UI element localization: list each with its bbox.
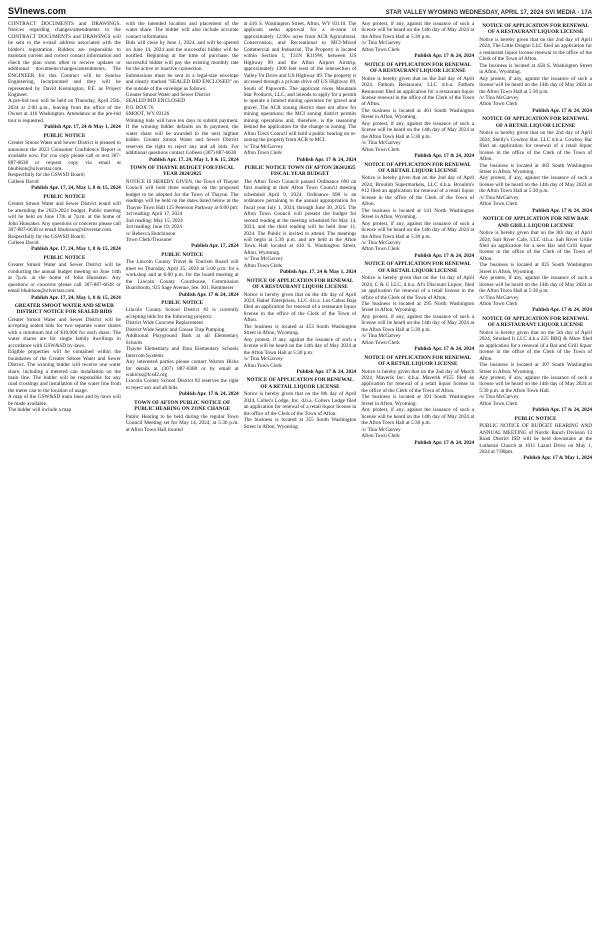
legal-notice [361, 355, 474, 446]
legal-notice [244, 377, 357, 430]
publish-dates: Publish Apr. 17 & 24, 2024 [532, 107, 592, 114]
notice-heading: NOTICE OF APPLICATION FOR RENEWAL OF A RETAIL LIQUOR LICENSE [364, 261, 472, 274]
notice-paragraph: Any protest, if any, against the issuance of such a license will be heard on the 14th day of May 2024 at the Afton Town Hall at 5:30 p.m. [479, 275, 592, 295]
notice-paragraph: PUBLIC NOTICE OF BUDGET HEARING AND ANNUAL MEETING of Nordic Ranch Division 13 Road District ISD will be held downstairs at the Lutheran Church at 1011 Lazari Drive on May 1, 2024 at 7:00pm. [479, 423, 592, 455]
notice-paragraph: Any protest, if any, against the issuance of such a license will be heard on the 14th day of May 2024 at the Afton Town Hall at 5:30 p.m. [361, 21, 475, 40]
notice-paragraph: Afton Town Clerk [479, 101, 518, 108]
notice-paragraph: /s/ Tina McGarvey [361, 333, 401, 340]
publish-dates: Publish Apr. 17 & 24, 2024 [532, 207, 592, 214]
notice-heading: TOWN OF THAYNE BUDGET FOR FISCAL YEAR 2024/2025 [129, 164, 235, 178]
notice-paragraph: Afton Town Clerk [361, 339, 400, 346]
notice-heading: PUBLIC NOTICE [161, 251, 204, 258]
notice-heading: NOTICE OF APPLICATION FOR RENEWAL OF A RETAIL LIQUOR LICENSE [246, 377, 354, 390]
notice-paragraph: Afton Town Clerk [243, 150, 282, 157]
notice-heading: TOWN OF AFTON PUBLIC NOTICE OF PUBLIC HEARING ON ZONE CHANGE [134, 399, 231, 413]
notice-heading: PUBLIC NOTICE [43, 193, 86, 200]
notice-paragraph: Any protest, if any, against the issuance of such a license will be heard on the 14th day of May 2024 at the Afton Town Hall at 5:30 p.m. [361, 313, 475, 333]
notice-paragraph: SMOOT, WY 83126 [125, 111, 170, 118]
legal-notice [479, 416, 592, 462]
masthead [8, 4, 592, 18]
notice-paragraph: Eligible properties will be contained within the boundaries of the Greater Smoot Water and Sewer District. The winning bidder will receive one water share, including a metered can installation on the main line. The bidder will be responsible for any road crossings and installation of the water line from the meter can to the location of usage. [8, 349, 121, 394]
publish-dates: Publish Apr. 17 & 24, 2024 [532, 307, 592, 314]
notice-paragraph: Thayne Elementary and Etna Elementary Schools Intercom Systems [125, 346, 239, 359]
column-2 [126, 21, 239, 926]
notice-paragraph: The business is located at 141 North Washington Street in Afton, Wyoming. [361, 207, 475, 221]
publish-dates: Publish Apr. 17 & 24, 2024 [532, 407, 592, 414]
notice-paragraph: A pre-bid tour will be held on Thursday, April 25th, 2024 at 2:00 p.m., leaving from the office of the Owner at 416 Washington. Attendance at the pre-bid tour is requested. [8, 98, 121, 124]
legal-notice [361, 21, 474, 60]
notice-paragraph: Any protest, if any, against the issuance of such a license will be heard on the 14th day of May 2024 at the Afton Town Hall at 5:30 p.m. [479, 75, 592, 95]
notice-paragraph: The business is located at 825 South Washington Street in Afton, Wyoming. [479, 262, 592, 275]
notice-paragraph: The business is located at 458 S. Washington Street in Afton, Wyoming. [479, 62, 592, 76]
notice-paragraph: Afton Town Clerk [361, 246, 400, 253]
notice-paragraph: Notice is hereby given that on the 2nd day of April 2024, Broulim Supermarkets, LLC d.b.a. Broulim's #12 filed an application for renewal of a retail liquor license in the office of the Clerk of the Town of Afton. [361, 175, 475, 208]
notice-paragraph: Respectfully for the GSWSD Board; [8, 172, 85, 179]
notice-paragraph: Notice is hereby given that on the 9th day of April 2024, Colter's Lodge, Inc. d.b.a. Colters Lodge filed an application for renewal of a retail liquor license in the office of the Clerk of the Town of Afton. [243, 391, 357, 417]
notice-heading: NOTICE OF APPLICATION FOR RENEWAL OF A RETAIL LIQUOR LICENSE [364, 161, 472, 174]
notice-heading: NOTICE OF APPLICATION FOR RENEWAL OF A RESTAURANT LIQUOR LICENSE [364, 61, 472, 75]
notice-paragraph: Any interested parties please contact Warren Hicks for details at (307) 887-0380 or by email at wahicks@lcsd2.org [125, 359, 239, 379]
notice-paragraph: Afton Town Clerk [361, 433, 400, 440]
publish-dates: Publish Apr. 17, 24, May 1, 8 & 15, 2024 [31, 185, 121, 192]
legal-notices-columns [8, 21, 592, 926]
notice-paragraph: /s/ Tina McGarvey [243, 143, 283, 150]
notice-paragraph: Afton Town Clerk [479, 400, 518, 407]
notice-paragraph: Colleen David [8, 239, 39, 246]
notice-paragraph: Afton Town Clerk [243, 362, 282, 369]
notice-paragraph: Any protest, if any, against the issuance of such a license will be heard on the 14th day of May 2024 at 5:30 p.m. at the Afton Town Hall. [479, 375, 592, 394]
notice-paragraph: Notice is hereby given that on the 8th day of April 2024, Salt River Cafe, LLC d.b.a. Salt River Grille filed an application for a new Bar and Grill liquor license in the office of the Clerk of the Town of Afton. [479, 230, 592, 262]
publish-dates: Publish Apr. 17, 24, May 1, 8 & 15, 2024 [31, 294, 121, 301]
notice-paragraph: The business is located at 453 South Washington Street in Afton, Wyoming. [243, 323, 357, 337]
legal-notice [479, 23, 592, 114]
notice-paragraph: Afton Town Clerk [361, 46, 400, 53]
publish-dates: Publish Apr. 17, 24, May 1, 8 & 15, 2024 [31, 246, 121, 253]
legal-notice [244, 278, 357, 376]
notice-paragraph: /s/ Tina McGarvey [361, 40, 401, 47]
column-3 [244, 21, 357, 926]
notice-heading: NOTICE OF APPLICATION FOR NEW BAR AND GRILL LIQUOR LICENSE [483, 216, 589, 229]
notice-paragraph: /s/ Tina McGarvey [479, 394, 519, 401]
notice-paragraph: with the intended location and placement of the water share. The bidder will also include accurate contact information. [125, 21, 239, 40]
publish-dates: Publish Apr. 17 & 24, 2024 [178, 291, 239, 298]
notice-paragraph: Any protest, if any, against the issuance of such a license will be heard on the 14th day of May 2024 at the Afton Town Hall at 5:30 p.m. [361, 120, 475, 140]
notice-paragraph: Notice is hereby given that on the 4th day of April 2024, Hahel Enterprises, LLC d.b.a. Los Cabos Baja filed an application for renewal of a restaurant liquor license in the office of the Clerk of the Town of Afton. [243, 291, 357, 324]
notice-paragraph: The business is located at 391 South Washington Street in Afton, Wyoming. [361, 394, 475, 407]
notice-paragraph: Any protest, if any, against the issuance of such a license will be heard on the 14th day of May 2024 at the Afton Town Hall at 5:30 p.m. [361, 407, 475, 427]
notice-paragraph: The Lincoln County Travel & Tourism Board will meet on Thursday, April 25, 2024 at 5:00 p.m. for a workshop and at 6:00 p.m. for the board meeting at the Lincoln County Courthouse, Commission Boardroom, 925 Sage Avenue, Ste. 301, Kemmerer [125, 259, 239, 292]
publish-dates: Publish Apr. 17, 24 & May 1, 2024 [44, 124, 121, 131]
notice-paragraph: 3rd reading: June 19, 2024 [125, 224, 182, 231]
column-5 [479, 21, 592, 926]
legal-notice [479, 316, 592, 414]
notice-paragraph: Lincoln County School District #2 is currently accepting bids for the following projects: [125, 307, 239, 320]
notice-paragraph: Respectfully for the GSWSD Board; [8, 233, 85, 240]
legal-notice [126, 165, 239, 250]
publish-dates: Publish Apr. 17 & 24, 2024 [414, 53, 475, 60]
notice-paragraph: /s/ Tina McGarvey [479, 194, 519, 201]
legal-notice [126, 21, 239, 163]
notice-heading: NOTICE OF APPLICATION FOR RENEWAL OF A RESTAURANT LIQUOR LICENSE [246, 277, 354, 291]
publish-dates: Publish Apr. 17, 2024 [191, 243, 239, 250]
notice-heading: PUBLIC NOTICE [514, 415, 557, 422]
legal-notice [244, 165, 357, 276]
notice-paragraph: Any protest, if any, against the issuance of such a license will be heard on the 14th day of May 2024 at the Afton Town Hall at 5:30 p.m. [479, 175, 592, 195]
publish-dates: Publish Apr. 17 & 24, 2024 [296, 369, 357, 376]
notice-paragraph: NOTICE IS HEREBY GIVEN, the Town of Thayne Council will hold three readings on the proposed budget to be adopted for the Town of Thayne. The readings will be held on the dates listed below at the Thayne Town Hall 115 Peterson Parkway at 6:00 pm: [125, 178, 239, 211]
notice-paragraph: The business is located at 295 North Washington Street in Afton, Wyoming. [361, 301, 475, 314]
notice-paragraph: The business is located at 461 South Washington Street in Afton, Wyoming. [361, 107, 475, 121]
notice-heading: PUBLIC NOTICE TOWN OF AFTON 2024/2025 FISCAL YEAR BUDGET [244, 164, 356, 178]
notice-paragraph: Submissions must be sent in a legal-size envelope and clearly marked "SEALED BID ENCLOSED" on the outside of the envelope as follows: [125, 72, 239, 92]
publish-dates: Publish Apr. 17 & 24, 2024 [414, 153, 475, 160]
notice-heading: NOTICE OF APPLICATION FOR RENEWAL OF A RETAIL LIQUOR LICENSE [364, 354, 472, 368]
notice-heading: NOTICE OF APPLICATION FOR RENEWAL OF A RESTAURANT LIQUOR LICENSE [482, 315, 589, 329]
notice-paragraph: Any protest, if any, against the issuance of such a license will be heard on the 14th day of May 2024 at the Afton Town Hall at 5:30 p.m. [361, 220, 475, 240]
notice-paragraph: Winning bids will have ten days to submit payment. If the winning bidder defaults on th payment, the water share will be awarded to the next highest bidder. Greater Smoot Water and Sewer District reserves the right to reject any and all bids. For additional questions contact Colleen (307) 887-6638 [125, 117, 239, 157]
notice-paragraph: Greater Smoot Water and Sewer District will be conducting the annual budget meeting on June 14th at 7p.m. at the home of John Hunsaker. Any questions or concerns please call 307-887-6638 or email bhubison@silverstar.com. [8, 262, 121, 295]
notice-paragraph: Afton Town Clerk [243, 262, 282, 269]
notice-paragraph: Colleen David [8, 178, 39, 185]
issue-info: STAR VALLEY WYOMING WEDNESDAY, APRIL 17, 2024 SVI MEDIA - 17A [385, 10, 592, 16]
publish-dates: Publish Apr. 17 & 24, 2024 [414, 252, 475, 259]
notice-paragraph: Greater Smoot Water and Sewer District [125, 91, 211, 98]
notice-heading: NOTICE OF APPLICATION FOR RENEWAL OF A RESTAURANT LIQUOR LICENSE [482, 23, 589, 36]
legal-notice [8, 255, 121, 301]
notice-paragraph: Notice is hereby given that on the 2nd day of April 2024, Fathom Restaurant, LLC d.b.a. Fathom Restaurant filed an application for a restaurant liquor license renewal in the office of the Clerk of the Town of Afton. [361, 75, 475, 108]
notice-paragraph: District Wide Septic and Grease Trap Pumping [125, 326, 225, 333]
notice-paragraph: /s/ Tina McGarvey [479, 94, 519, 101]
publish-dates: Publish Apr. 17 & 24, 2024 [414, 439, 475, 446]
notice-paragraph: CONTRACT DOCUMENTS and DRAWINGS. Notices regarding changes/amendments to the CONTRACT DOCUMENTS and DRAWINGS will be sent to the e-mail address associated with the bidder's registration. Bidders are responsible to maintain current and correct contact information and check the plan room often to receive updates or additional documents/changes/amendments. The ENGINEER for this Contract will be Sunrise Engineering, Incorporated and they will be represented by David Kennington, P.E. as Project Engineer. [8, 21, 121, 98]
notice-paragraph: Greater Smoot Water and Sewer District is pleased to announce the 2023 Consumer Confidence Report is available now. For you copy please call or text 307-887-6638 or request copy via email at bhubison@silverstar.com. [8, 140, 121, 172]
notice-paragraph: Notice is hereby given that on the 2nd day of March 2024, Maverik Inc. d.b.a. Maverik #355 filed an application for renewal of a retail liquor license in the office of the Clerk of the Town of Afton. [361, 368, 475, 394]
notice-paragraph: Town Clerk/Treasurer [125, 236, 173, 243]
publish-dates: Publish Apr. 17 & May 1, 2024 [523, 455, 592, 462]
notice-paragraph: SEALED BID ENCLOSED [125, 98, 186, 105]
legal-notice [126, 252, 239, 298]
legal-notice [479, 216, 592, 314]
notice-paragraph: P.O. BOX 76 [125, 104, 154, 111]
notice-heading: PUBLIC NOTICE [43, 254, 86, 261]
notice-paragraph: Notice is hereby given that on the 5th day of April 2024, Smoked It LLC d.b.a 225 BBQ & More filed an application for a renewal of a Bar and Grill liquor license in the office of the Clerk of the Town of Afton. [479, 329, 592, 362]
notice-paragraph: Greater Smoot Water and Sewer District will be accepting sealed bids for two separate water shares with a minimum bid of $10,000 for each share. The water shares are for single family dwellings in accordance with GSW&SD by-laws. [8, 316, 121, 349]
notice-heading: NOTICE OF APPLICATION FOR RENEWAL OF A RETAIL LIQUOR LICENSE [482, 116, 589, 129]
publish-dates: Publish Apr. 17 & 24, 2024 [296, 156, 357, 163]
notice-paragraph: Afton Town Clerk [479, 301, 518, 308]
notice-paragraph: Lincoln County School District #2 reserves the right to reject any and all bids. [125, 378, 239, 391]
legal-notice [126, 400, 239, 433]
notice-paragraph: The business is located at 482 South Washington Street in Afton, Wyoming. [479, 162, 592, 175]
notice-paragraph: The business is located at 355 South Washington Street in Afton, Wyoming. [243, 417, 357, 430]
notice-paragraph: Bids will close by June 1, 2024, and will be opened on June 14, 2024 and the successful bidder will be notified. Beginning at the time of purchase, the successful bidder will pay the existing monthly rate for the active or inactive connection. [125, 40, 239, 73]
legal-notice [8, 194, 121, 253]
notice-paragraph: Afton Town Clerk [479, 201, 518, 208]
legal-notice [361, 162, 474, 260]
legal-notice [126, 300, 239, 398]
notice-paragraph: Greater Smoot Water and Sewer District board will be amending the 2023-2024 budget. Public meeting will be held on June 17th at 7p.m. at the home of John Hunsaker. Any questions or concerns please call 307-887-6638 or email bhubison@silverstar.com. [8, 201, 121, 234]
column-1 [8, 21, 121, 926]
notice-paragraph: /s/ Tina McGarvey [361, 140, 401, 147]
notice-paragraph: Notice is hereby given that on the 1st day of April 2024, C & G LLC, d.b.a. AJ's Discount Liquor, filed an application for renewal of a retail license in the office of the Clerk of the Town of Afton. [361, 275, 475, 301]
notice-heading: PUBLIC NOTICE [43, 132, 86, 139]
publish-dates: Publish Apr. 17 & 24, 2024 [178, 391, 239, 398]
notice-paragraph: 2nd reading: May 15, 2024 [125, 217, 183, 224]
publish-dates: Publish Apr. 17 & 24, 2024 [414, 346, 475, 353]
notice-paragraph: The Afton Town Council passed Ordinance 690 on first reading at their Afton Town Council meeting scheduled April 9, 2024. Ordinance 690 is an ordinance pertaining to the annual appropriation for fiscal year July 1, 2024, through June 30, 2025. The Afton Town Council will present the budget for second reading at the meeting scheduled for May 14, 2024, and the third reading will be held June 11, 2024. The Public is invited to attend. The meetings will begin at 5:30 p.m. and are held at the Afton Town Hall located at 416 S. Washington Street, Afton, Wyoming. [243, 178, 357, 256]
notice-paragraph: District Wide Concrete Replacement [125, 320, 203, 327]
notice-paragraph: at 416 S. Washington Street, Afton, WY 83110. The applicant seeks approval for a re-zone of approximately 12.90± acres from ACR Agricultural, Conservation, and Recreational to MCI-Mixed Commercial and Industrial. The Property is located within Section 1, T31N R119W, between US Highway 89 and the Afton Airport Airstrip, approximately 1300 feet west of the intersection of Valley Vu Drive and US Highway 89. The property is accessed through a private drive off US Highway 89, South of Papworth. The applicant owns Mountain Star Products, LLC, and intends to apply for a permit to operate a limited mining operation for gravel and gravel. The ACR zoning district does not allow for mining operations; the MCI zoning district permits mining operations and, therefore, is the reasoning behind the application for the change in zoning. The Afton Town Council will hold a public hearing on re-zoning the property from ACR to MCI. [243, 21, 357, 144]
notice-paragraph: /s/ Tina McGarvey [361, 239, 401, 246]
legal-notice [8, 133, 121, 192]
legal-notice [361, 62, 474, 160]
legal-notice [8, 21, 121, 131]
notice-paragraph: Notice is hereby given that on the 2nd day of April 2024, Shelly's Cowboy Bar, LLC d.b.a. Cowboy Bar filed an application for renewal of a retail liquor license in the office of the Clerk of the Town of Afton. [479, 130, 592, 163]
notice-paragraph: /s/ Tina McGarvey [479, 294, 519, 301]
notice-paragraph: /s/ Rebecca Hutchinson [125, 230, 176, 237]
notice-paragraph: Afton Town Clerk [361, 146, 400, 153]
notice-paragraph: 1st reading: April 17, 2024 [125, 211, 183, 218]
notice-paragraph: The bidder will include a map [8, 407, 72, 414]
legal-notice [361, 261, 474, 352]
publish-dates: Publish Apr. 17, 24 & May 1, 2024 [279, 269, 357, 276]
notice-heading: GREATER SMOOT WATER AND SEWER DISTRICT NOTICE FOR SEALED BIDS [14, 303, 114, 316]
notice-paragraph: Public Hearing to be held during the regular Town Council Meeting set for May 14, 2024, at 5:30 p.m. at Afton Town Hall located [125, 413, 239, 433]
notice-paragraph: /s/ Tina McGarvey [243, 356, 283, 363]
legal-notice [479, 116, 592, 214]
legal-notice [8, 303, 121, 414]
notice-heading: PUBLIC NOTICE [161, 300, 204, 307]
column-4 [361, 21, 474, 926]
notice-paragraph: The business is located at 307 South Washington Street in Afton, Wyoming. [479, 362, 592, 375]
notice-paragraph: /s/ Tina McGarvey [361, 426, 401, 433]
notice-paragraph: /s/ Tina McGarvey [243, 256, 283, 263]
site-name[interactable]: SVInews.com [8, 6, 67, 16]
notice-paragraph: A map of the GSW&SD main lines and by-laws will be made available. [8, 394, 121, 407]
notice-paragraph: Notice is hereby given that on the 2nd day of April 2024, The Little Dragon LLC filed an application for a restaurant liquor license renewal in the office of the Clerk of the Town of Afton. [479, 36, 592, 63]
legal-notice [244, 21, 357, 163]
notice-paragraph: Additional Playground Bark at all Elementary Schools [125, 333, 239, 346]
notice-paragraph: Any protest, if any, against the issuance of such a license will be heard on the 14th day of May 2024 at the Afton Town Hall at 5:30 p.m. [243, 336, 357, 356]
publish-dates: Publish Apr. 17, 24, May 1, 8 & 15, 2024 [148, 156, 239, 163]
